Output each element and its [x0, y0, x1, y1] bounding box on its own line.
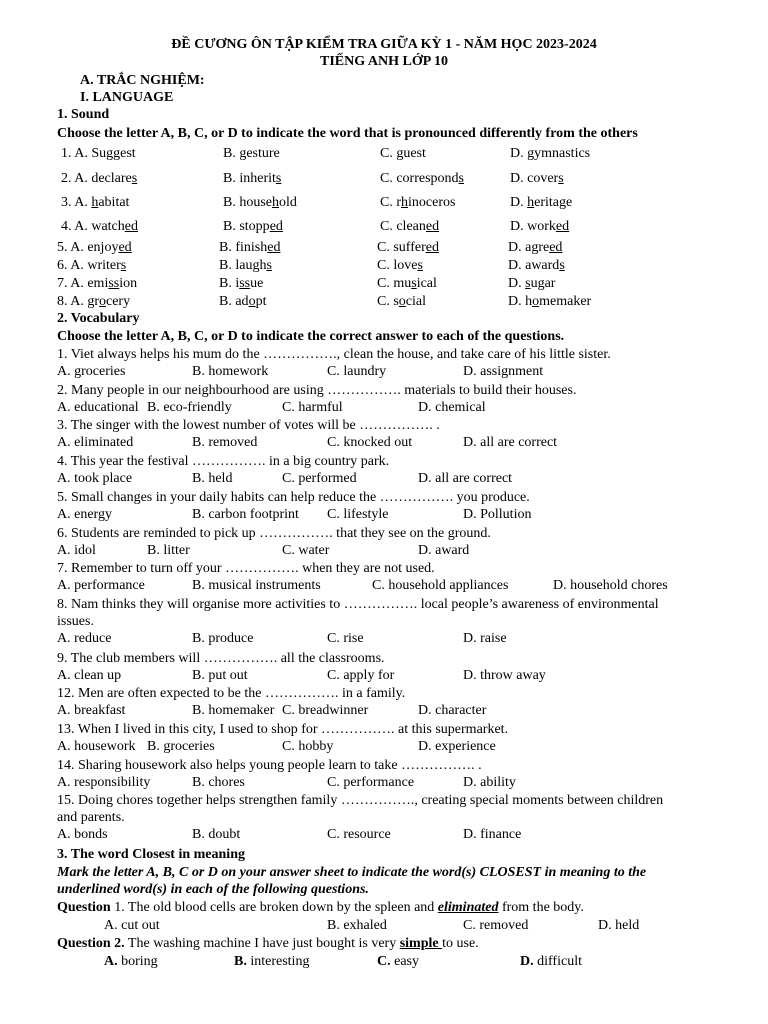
closest-q2-option-b: B. interesting	[234, 954, 310, 969]
vocab-option-c: C. lifestyle	[327, 507, 389, 522]
sound-q8-option-d: D. homemaker	[508, 294, 592, 309]
sound-q8-option-c: C. social	[377, 294, 427, 309]
sound-q5-option-b: B. finished	[219, 240, 281, 255]
part-i-heading: I. LANGUAGE	[80, 90, 174, 105]
vocab-question: 13. When I lived in this city, I used to shop for ……………. at this supermarket.	[57, 722, 509, 737]
sound-q5-option-c: C. suffered	[377, 240, 439, 255]
question-text-pre: The washing machine I have just bought is very	[124, 936, 400, 951]
sound-q1-option-b: B. gesture	[223, 146, 280, 161]
question-label: Question 2.	[57, 936, 125, 951]
vocab-option-a: A. reduce	[57, 631, 112, 646]
sound-q7-option-b: B. issue	[219, 276, 264, 291]
vocab-option-b: B. chores	[192, 775, 245, 790]
vocab-option-a: A. took place	[57, 471, 133, 486]
vocab-option-a: A. bonds	[57, 827, 108, 842]
vocab-option-a: A. breakfast	[57, 703, 126, 718]
vocab-option-d: D. all are correct	[463, 435, 558, 450]
sound-q4-option-a: 4. A. watched	[61, 219, 138, 234]
sound-q7-option-c: C. musical	[377, 276, 437, 291]
underlined-word: simple	[399, 936, 443, 951]
vocab-option-b: B. held	[192, 471, 233, 486]
sound-q4-option-c: C. cleaned	[380, 219, 440, 234]
vocab-option-d: D. character	[418, 703, 487, 718]
vocab-option-a: A. idol	[57, 543, 96, 558]
vocab-option-a: A. performance	[57, 578, 145, 593]
sound-q2-option-a: 2. A. declares	[61, 171, 138, 186]
sound-q6-option-d: D. awards	[508, 258, 565, 273]
sound-q6-option-c: C. loves	[377, 258, 423, 273]
closest-instruction-line2: underlined word(s) in each of the following questions.	[57, 882, 369, 897]
vocab-option-b: B. litter	[147, 543, 190, 558]
vocab-option-b: B. eco-friendly	[147, 400, 232, 415]
sound-q8-option-b: B. adopt	[219, 294, 267, 309]
vocab-option-a: A. housework	[57, 739, 136, 754]
vocab-option-d: D. throw away	[463, 668, 546, 683]
closest-heading: 3. The word Closest in meaning	[57, 847, 245, 862]
vocab-question: 9. The club members will ……………. all the classrooms.	[57, 651, 385, 666]
closest-instruction-line1: Mark the letter A, B, C or D on your answer sheet to indicate the word(s) CLOSEST in meaning to the	[57, 865, 647, 880]
vocab-question: 8. Nam thinks they will organise more activities to ……………. local people’s awareness of environmental	[57, 597, 659, 612]
question-label: Question	[57, 900, 111, 915]
vocab-option-b: B. homemaker	[192, 703, 275, 718]
vocab-option-c: C. household appliances	[372, 578, 509, 593]
vocab-option-a: A. energy	[57, 507, 112, 522]
document-subtitle: TIẾNG ANH LỚP 10	[320, 54, 448, 69]
closest-q1-option-a: A. cut out	[104, 918, 160, 933]
sound-q3-option-a: 3. A. habitat	[61, 195, 130, 210]
sound-q2-option-d: D. covers	[510, 171, 564, 186]
sound-q8-option-a: 8. A. grocery	[57, 294, 131, 309]
vocab-option-d: D. all are correct	[418, 471, 513, 486]
vocab-option-c: C. laundry	[327, 364, 387, 379]
vocab-option-a: A. responsibility	[57, 775, 151, 790]
vocab-question: 6. Students are reminded to pick up ……………. that they see on the ground.	[57, 526, 491, 541]
sound-instruction: Choose the letter A, B, C, or D to indicate the word that is pronounced differently from the others	[57, 126, 638, 141]
vocab-option-c: C. knocked out	[327, 435, 413, 450]
vocab-question: 7. Remember to turn off your ……………. when they are not used.	[57, 561, 435, 576]
question-text-pre: 1. The old blood cells are broken down by the spleen and	[110, 900, 438, 915]
vocab-option-b: B. homework	[192, 364, 269, 379]
vocab-question: 14. Sharing housework also helps young people learn to take ……………. .	[57, 758, 482, 773]
part-a-heading: A. TRẮC NGHIỆM:	[80, 73, 205, 88]
vocab-option-d: D. Pollution	[463, 507, 532, 522]
vocab-option-c: C. performance	[327, 775, 415, 790]
vocab-option-b: B. removed	[192, 435, 258, 450]
vocab-question: 5. Small changes in your daily habits can help reduce the ……………. you produce.	[57, 490, 530, 505]
vocab-question: 12. Men are often expected to be the ……………. in a family.	[57, 686, 406, 701]
vocab-question: 15. Doing chores together helps strengthen family ……………., creating special moments between children	[57, 793, 664, 808]
closest-q2-option-c: C. easy	[377, 954, 420, 969]
sound-q5-option-d: D. agreed	[508, 240, 563, 255]
sound-heading: 1. Sound	[57, 107, 110, 122]
closest-q1-option-c: C. removed	[463, 918, 529, 933]
vocab-option-d: D. experience	[418, 739, 496, 754]
vocab-option-c: C. hobby	[282, 739, 334, 754]
closest-q1-option-b: B. exhaled	[327, 918, 387, 933]
vocab-option-c: C. rise	[327, 631, 364, 646]
vocab-option-b: B. groceries	[147, 739, 215, 754]
closest-q1-option-d: D. held	[598, 918, 640, 933]
sound-q1-option-c: C. guest	[380, 146, 426, 161]
vocab-question: 3. The singer with the lowest number of votes will be ……………. .	[57, 418, 440, 433]
vocab-option-a: A. groceries	[57, 364, 126, 379]
vocab-option-d: D. chemical	[418, 400, 486, 415]
vocab-option-c: C. harmful	[282, 400, 343, 415]
question-text-post: from the body.	[498, 900, 584, 915]
sound-q3-option-d: D. heritage	[510, 195, 573, 210]
vocab-option-a: A. educational	[57, 400, 139, 415]
question-text-post: to use.	[442, 936, 479, 951]
vocab-option-b: B. doubt	[192, 827, 241, 842]
vocab-option-d: D. assignment	[463, 364, 544, 379]
sound-q2-option-b: B. inherits	[223, 171, 282, 186]
vocab-question-continued: and parents.	[57, 810, 125, 825]
vocab-heading: 2. Vocabulary	[57, 311, 140, 326]
sound-q1-option-a: 1. A. Suggest	[61, 146, 136, 161]
vocab-option-d: D. ability	[463, 775, 516, 790]
sound-q6-option-b: B. laughs	[219, 258, 272, 273]
vocab-option-c: C. performed	[282, 471, 357, 486]
sound-q7-option-a: 7. A. emission	[57, 276, 138, 291]
vocab-option-b: B. musical instruments	[192, 578, 321, 593]
sound-q4-option-b: B. stopped	[223, 219, 283, 234]
sound-q1-option-d: D. gymnastics	[510, 146, 591, 161]
document-title: ĐỀ CƯƠNG ÔN TẬP KIỂM TRA GIỮA KỲ 1 - NĂM HỌC 2023-2024	[171, 37, 597, 52]
vocab-option-d: D. raise	[463, 631, 507, 646]
sound-q3-option-b: B. household	[223, 195, 297, 210]
vocab-option-c: C. apply for	[327, 668, 395, 683]
vocab-option-c: C. water	[282, 543, 330, 558]
vocab-option-a: A. clean up	[57, 668, 122, 683]
vocab-question: 4. This year the festival ……………. in a big country park.	[57, 454, 390, 469]
sound-q6-option-a: 6. A. writers	[57, 258, 127, 273]
sound-q5-option-a: 5. A. enjoyed	[57, 240, 132, 255]
vocab-option-a: A. eliminated	[57, 435, 134, 450]
vocab-instruction: Choose the letter A, B, C, or D to indicate the correct answer to each of the questions.	[57, 329, 565, 344]
vocab-option-b: B. carbon footprint	[192, 507, 299, 522]
sound-q3-option-c: C. rhinoceros	[380, 195, 456, 210]
vocab-option-b: B. put out	[192, 668, 248, 683]
closest-q2-option-d: D. difficult	[520, 954, 582, 969]
vocab-option-c: C. breadwinner	[282, 703, 369, 718]
vocab-option-d: D. finance	[463, 827, 522, 842]
sound-q4-option-d: D. worked	[510, 219, 570, 234]
closest-q2-option-a: A. boring	[104, 954, 158, 969]
sound-q2-option-c: C. corresponds	[380, 171, 464, 186]
vocab-question-continued: issues.	[57, 614, 94, 629]
sound-q7-option-d: D. sugar	[508, 276, 556, 291]
vocab-option-c: C. resource	[327, 827, 391, 842]
vocab-option-d: D. household chores	[553, 578, 668, 593]
closest-question-1	[57, 899, 584, 916]
vocab-question: 2. Many people in our neighbourhood are using ……………. materials to build their houses.	[57, 383, 577, 398]
underlined-word: eliminated	[437, 900, 499, 915]
vocab-option-d: D. award	[418, 543, 470, 558]
closest-question-2	[57, 935, 479, 952]
vocab-question: 1. Viet always helps his mum do the ……………., clean the house, and take care of his little sister.	[57, 347, 611, 362]
vocab-option-b: B. produce	[192, 631, 254, 646]
